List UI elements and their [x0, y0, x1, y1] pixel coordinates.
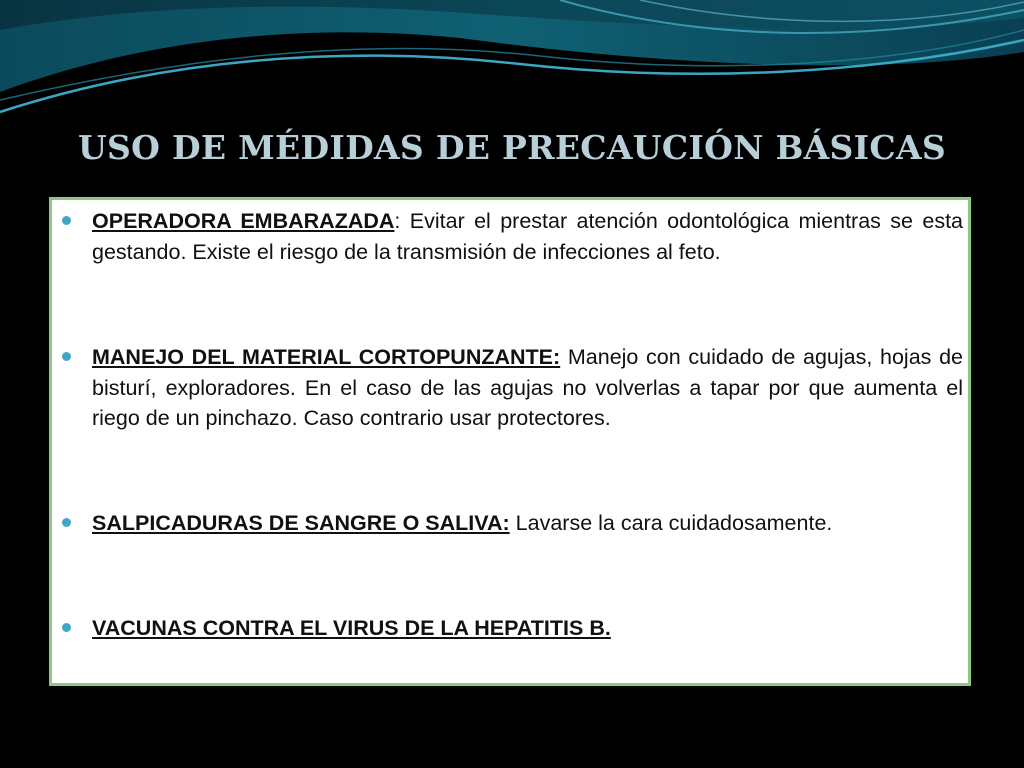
bullet-label: MANEJO DEL MATERIAL CORTOPUNZANTE: [92, 345, 561, 369]
bullet-text [92, 206, 963, 267]
bullet-text [92, 342, 963, 434]
bullet-label: OPERADORA EMBARAZADA [92, 209, 395, 233]
bullet-dot-icon [62, 216, 71, 225]
bullet-body: Manejo con cuidado de agujas, hojas de bisturí, exploradores. En el caso de las agujas no volverlas a tapar por que aumenta el riego de un pinchazo. Caso contrario usar protectores. [92, 345, 963, 430]
content-box [49, 197, 971, 686]
bullet-body: : Evitar el prestar atención odontológica mientras se esta gestando. Existe el riesgo de la transmisión de infecciones al feto. [92, 209, 964, 264]
bullet-dot-icon [62, 518, 71, 527]
bullet-label: VACUNAS CONTRA EL VIRUS DE LA HEPATITIS B. [92, 616, 611, 640]
header-wave-decoration [0, 0, 1024, 130]
slide-title: USO DE MÉDIDAS DE PRECAUCIÓN BÁSICAS [77, 128, 947, 167]
bullet-text [92, 613, 963, 644]
bullet-text [92, 508, 963, 539]
bullet-dot-icon [62, 352, 71, 361]
bullet-dot-icon [62, 623, 71, 632]
bullet-label: SALPICADURAS DE SANGRE O SALIVA: [92, 511, 510, 535]
bullet-body: Lavarse la cara cuidadosamente. [509, 511, 833, 535]
